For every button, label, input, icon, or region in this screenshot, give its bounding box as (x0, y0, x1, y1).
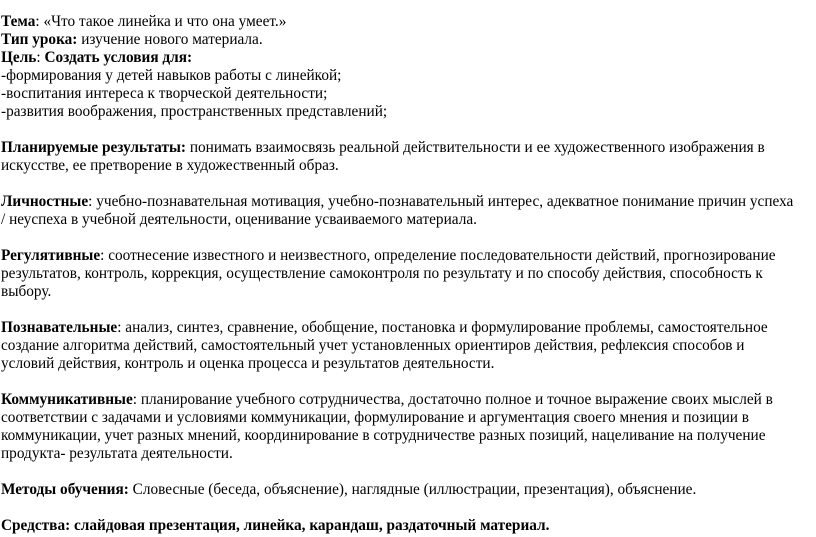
personal-line (1, 193, 816, 211)
communicative-line: коммуникации, учет разных мнений, координирование в сотрудничестве разных позиций, нацеливание на получение (1, 427, 766, 444)
means-line (1, 517, 816, 535)
spacer (1, 463, 816, 481)
planned-results-label: Планируемые результаты: (1, 139, 186, 156)
planned-results-line: искусстве, ее претворение в художественный образ. (1, 157, 339, 174)
methods-text: Словесные (беседа, объяснение), наглядные (иллюстрации, презентация), объяснение. (128, 481, 697, 498)
lesson-type-label: Тип урока: (1, 31, 78, 48)
methods-label: Методы обучения: (1, 481, 129, 498)
spacer (1, 229, 816, 247)
personal-label: Личностные (1, 193, 89, 210)
lesson-type-line (1, 31, 816, 49)
lesson-type-text: изучение нового материала. (77, 31, 263, 48)
goal-sep: : (36, 49, 45, 66)
goal-bold-text: Создать условия для: (44, 49, 193, 66)
topic-label: Тема (1, 13, 36, 30)
communicative-line: продукта- результата деятельности. (1, 445, 233, 462)
spacer (1, 301, 816, 319)
goal-item: -развития воображения, пространственных представлений; (1, 103, 388, 120)
spacer (1, 121, 816, 139)
goal-item: -формирования у детей навыков работы с линейкой; (1, 67, 342, 84)
planned-results-text: понимать взаимосвязь реальной действительности и ее художественного изображения в (186, 139, 765, 156)
communicative-line (1, 391, 816, 409)
regulatory-line: выбору. (1, 283, 52, 300)
cognitive-line: условий действия, контроль и оценка процесса и результатов деятельности. (1, 355, 495, 372)
regulatory-text: : соотнесение известного и неизвестного, определение последовательности действий, прогнозирование (100, 247, 776, 264)
goal-label: Цель (1, 49, 37, 66)
spacer (1, 499, 816, 517)
regulatory-line (1, 247, 816, 265)
cognitive-line (1, 319, 816, 337)
goal-item: -воспитания интереса к творческой деятельности; (1, 85, 328, 102)
regulatory-label: Регулятивные (1, 247, 101, 264)
methods-line (1, 481, 816, 499)
communicative-text: : планирование учебного сотрудничества, достаточно полное и точное выражение своих мыслей в (132, 391, 773, 408)
means-text: Средства: слайдовая презентация, линейка, карандаш, раздаточный материал. (1, 517, 550, 534)
communicative-label: Коммуникативные (1, 391, 133, 408)
cognitive-line: создание алгоритма действий, самостоятельный учет установленных ориентиров действия, рефлексия способов и (1, 337, 745, 354)
spacer (1, 373, 816, 391)
personal-text: : учебно-познавательная мотивация, учебно-познавательный интерес, адекватное понимание причин успеха (88, 193, 794, 210)
regulatory-line: результатов, контроль, коррекция, осуществление самоконтроля по результату и по способу действия, способность к (1, 265, 763, 282)
cognitive-label: Познавательные (1, 319, 118, 336)
cognitive-text: : анализ, синтез, сравнение, обобщение, постановка и формулирование проблемы, самостоятельное (117, 319, 768, 336)
topic-line (1, 13, 816, 31)
planned-results-line (1, 139, 816, 157)
personal-line: / неуспеха в учебной деятельности, оценивание усваиваемого материала. (1, 211, 477, 228)
topic-text: : «Что такое линейка и что она умеет.» (35, 13, 287, 30)
goal-line (1, 49, 816, 67)
spacer (1, 175, 816, 193)
communicative-line: соответствии с задачами и условиями коммуникации, формулирование и аргументация своего мнения и позиции в (1, 409, 750, 426)
